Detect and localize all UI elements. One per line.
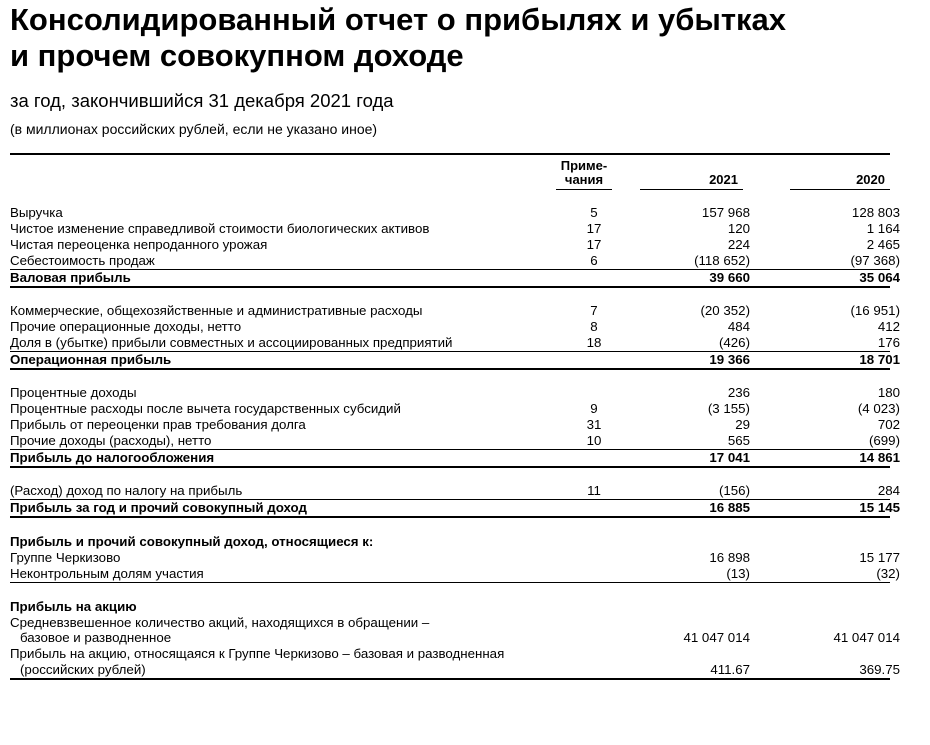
header-2020: 2020 bbox=[856, 172, 885, 187]
row-label: Прочие операционные доходы, нетто bbox=[10, 319, 242, 334]
table-row bbox=[10, 630, 900, 646]
title-line-1: Консолидированный отчет о прибылях и убытках bbox=[10, 2, 787, 37]
header-notes: Приме- чания bbox=[560, 158, 608, 187]
value-2021: 120 bbox=[727, 221, 750, 236]
table-top-rule bbox=[10, 153, 890, 155]
row-label: базовое и разводненное bbox=[20, 630, 172, 645]
table-row bbox=[10, 566, 900, 582]
table-row bbox=[10, 401, 900, 417]
row-label: Прочие доходы (расходы), нетто bbox=[10, 433, 212, 448]
value-2021: 17 041 bbox=[709, 450, 750, 465]
value-2021: (156) bbox=[718, 483, 750, 498]
value-2020: (32) bbox=[876, 566, 900, 581]
row-note: 7 bbox=[590, 303, 598, 318]
value-2021: 411.67 bbox=[710, 662, 750, 677]
table-row bbox=[10, 303, 900, 319]
row-label: Чистое изменение справедливой стоимости биологических активов bbox=[10, 221, 430, 236]
value-2020: 369.75 bbox=[859, 662, 900, 677]
value-2020: 18 701 bbox=[859, 352, 900, 367]
value-2020: 284 bbox=[877, 483, 900, 498]
value-2020: 412 bbox=[877, 319, 900, 334]
total-row bbox=[10, 270, 900, 286]
value-2020: 14 861 bbox=[859, 450, 900, 465]
value-2020: 35 064 bbox=[859, 270, 900, 285]
row-label: Процентные доходы bbox=[10, 385, 137, 400]
table-row bbox=[10, 253, 900, 269]
value-2021: 224 bbox=[727, 237, 750, 252]
row-note: 6 bbox=[590, 253, 598, 268]
value-2021: (20 352) bbox=[700, 303, 750, 318]
row-note: 8 bbox=[590, 319, 598, 334]
table-row bbox=[10, 483, 900, 499]
row-label: Операционная прибыль bbox=[10, 352, 172, 367]
table-row bbox=[10, 662, 900, 678]
row-rule bbox=[10, 582, 890, 583]
value-2021: (13) bbox=[726, 566, 750, 581]
value-2020: (4 023) bbox=[857, 401, 900, 416]
value-2021: 16 885 bbox=[709, 500, 750, 515]
value-2020: (16 951) bbox=[850, 303, 900, 318]
table-row bbox=[10, 319, 900, 335]
section-heading bbox=[10, 534, 890, 550]
row-note: 5 bbox=[590, 205, 598, 220]
units-note: (в миллионах российских рублей, если не указано иное) bbox=[10, 121, 378, 137]
value-2020: 15 145 bbox=[859, 500, 900, 515]
row-label: (российских рублей) bbox=[20, 662, 146, 677]
value-2021: (3 155) bbox=[707, 401, 750, 416]
value-2021: (118 652) bbox=[694, 253, 750, 268]
total-row bbox=[10, 500, 900, 516]
table-row bbox=[10, 221, 900, 237]
row-label: Группе Черкизово bbox=[10, 550, 121, 565]
value-2021: 16 898 bbox=[709, 550, 750, 565]
value-2020: 128 803 bbox=[851, 205, 900, 220]
row-label: Доля в (убытке) прибыли совместных и ассоциированных предприятий bbox=[10, 335, 453, 350]
value-2021: 484 bbox=[727, 319, 750, 334]
value-2020: 1 164 bbox=[866, 221, 900, 236]
row-note: 11 bbox=[587, 483, 601, 498]
value-2020: 702 bbox=[877, 417, 900, 432]
row-label: Выручка bbox=[10, 205, 63, 220]
total-rule bbox=[10, 368, 890, 370]
row-label: Валовая прибыль bbox=[10, 270, 131, 285]
value-2020: 2 465 bbox=[866, 237, 900, 252]
section-heading bbox=[10, 599, 890, 615]
table-row bbox=[10, 417, 900, 433]
value-2021: 236 bbox=[727, 385, 750, 400]
row-note: 9 bbox=[590, 401, 598, 416]
row-label: Себестоимость продаж bbox=[10, 253, 155, 268]
header-2021: 2021 bbox=[709, 172, 738, 187]
value-2020: 180 bbox=[877, 385, 900, 400]
table-row bbox=[10, 205, 900, 221]
value-2020: 15 177 bbox=[859, 550, 900, 565]
row-label: Прибыль и прочий совокупный доход, относящиеся к: bbox=[10, 534, 374, 549]
row-label: Прибыль на акцию, относящаяся к Группе Черкизово – базовая и разводненная bbox=[10, 646, 505, 661]
header-rule-notes bbox=[556, 189, 612, 190]
row-label: Прибыль за год и прочий совокупный доход bbox=[10, 500, 307, 515]
value-2021: 41 047 014 bbox=[683, 630, 750, 645]
total-row bbox=[10, 450, 900, 466]
value-2020: (699) bbox=[868, 433, 900, 448]
row-label: Прибыль от переоценки прав требования долга bbox=[10, 417, 306, 432]
value-2021: 19 366 bbox=[709, 352, 750, 367]
row-label: Средневзвешенное количество акций, находящихся в обращении – bbox=[10, 615, 430, 630]
table-bottom-rule bbox=[10, 678, 890, 680]
table-row bbox=[10, 615, 890, 631]
total-row bbox=[10, 352, 900, 368]
title-line-2: и прочем совокупном доходе bbox=[10, 38, 464, 73]
row-label: Процентные расходы после вычета государственных субсидий bbox=[10, 401, 401, 416]
header-rule-2020 bbox=[790, 189, 890, 190]
value-2020: (97 368) bbox=[850, 253, 900, 268]
total-rule bbox=[10, 516, 890, 518]
value-2020: 41 047 014 bbox=[833, 630, 900, 645]
row-label: Чистая переоценка непроданного урожая bbox=[10, 237, 268, 252]
table-row bbox=[10, 335, 900, 351]
value-2020: 176 bbox=[877, 335, 900, 350]
period-subtitle: за год, закончившийся 31 декабря 2021 года bbox=[10, 90, 394, 111]
row-note: 18 bbox=[586, 335, 602, 350]
table-row bbox=[10, 550, 900, 566]
row-note: 10 bbox=[586, 433, 602, 448]
row-label: Прибыль до налогообложения bbox=[10, 450, 215, 465]
value-2021: 157 968 bbox=[701, 205, 750, 220]
page-title bbox=[10, 2, 786, 74]
row-note: 17 bbox=[586, 237, 602, 252]
value-2021: 29 bbox=[735, 417, 750, 432]
row-label: Прибыль на акцию bbox=[10, 599, 137, 614]
row-label: (Расход) доход по налогу на прибыль bbox=[10, 483, 243, 498]
row-label: Коммерческие, общехозяйственные и административные расходы bbox=[10, 303, 423, 318]
total-rule bbox=[10, 286, 890, 288]
value-2021: 565 bbox=[727, 433, 750, 448]
table-row bbox=[10, 237, 900, 253]
header-rule-2021 bbox=[640, 189, 743, 190]
table-row bbox=[10, 646, 890, 662]
value-2021: 39 660 bbox=[709, 270, 750, 285]
row-note: 31 bbox=[586, 417, 602, 432]
total-rule bbox=[10, 466, 890, 468]
row-label: Неконтрольным долям участия bbox=[10, 566, 204, 581]
row-note: 17 bbox=[586, 221, 602, 236]
table-row bbox=[10, 433, 900, 449]
value-2021: (426) bbox=[718, 335, 750, 350]
table-row bbox=[10, 385, 900, 401]
